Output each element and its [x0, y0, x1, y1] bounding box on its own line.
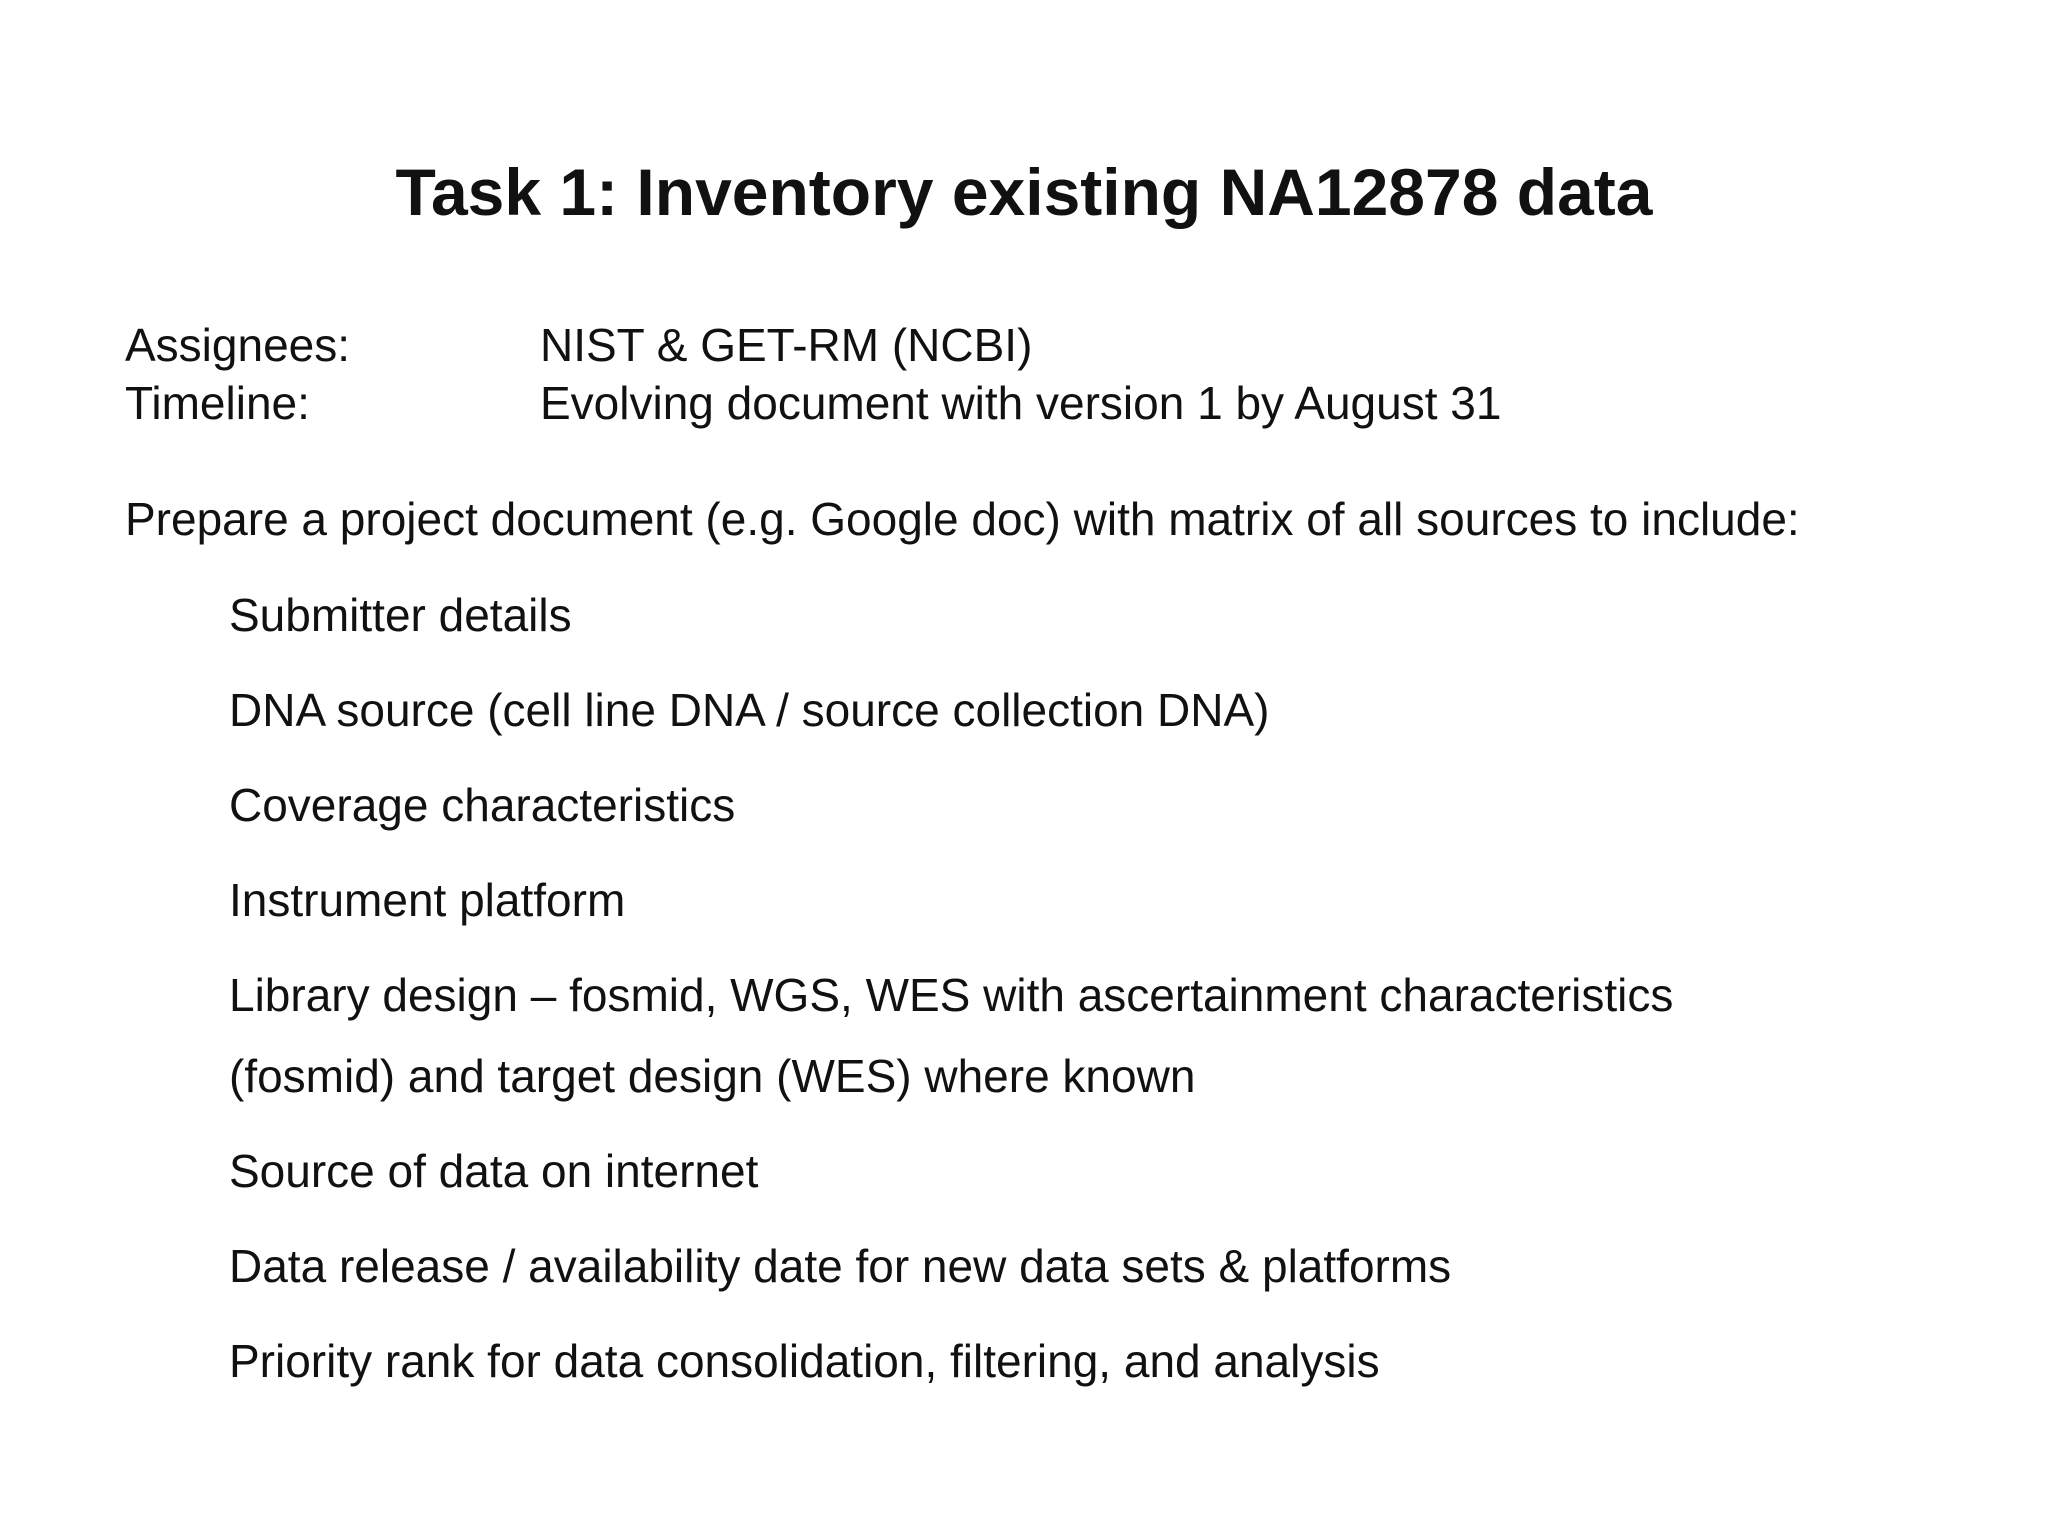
list-item: Priority rank for data consolidation, filtering, and analysis [229, 1335, 1380, 1387]
timeline-row [125, 374, 1501, 432]
list-item: Data release / availability date for new data sets & platforms [229, 1240, 1452, 1292]
source-requirements-list [229, 575, 1949, 1416]
intro-text: Prepare a project document (e.g. Google doc) with matrix of all sources to include: [125, 493, 1800, 545]
list-item: Source of data on internet [229, 1145, 759, 1197]
meta-block [125, 316, 1501, 432]
assignees-row [125, 316, 1501, 374]
assignees-value: NIST & GET-RM (NCBI) [540, 319, 1033, 371]
list-item: Library design – fosmid, WGS, WES with ascertainment characteristics (fosmid) and target design (WES) where known [229, 969, 1674, 1102]
assignees-label: Assignees: [125, 319, 351, 371]
list-item: Coverage characteristics [229, 779, 736, 831]
timeline-label: Timeline: [125, 377, 310, 429]
list-item: Submitter details [229, 589, 572, 641]
list-item: DNA source (cell line DNA / source collection DNA) [229, 684, 1270, 736]
timeline-value: Evolving document with version 1 by August 31 [540, 377, 1502, 429]
slide-title: Task 1: Inventory existing NA12878 data [395, 155, 1653, 229]
list-item: Instrument platform [229, 874, 626, 926]
